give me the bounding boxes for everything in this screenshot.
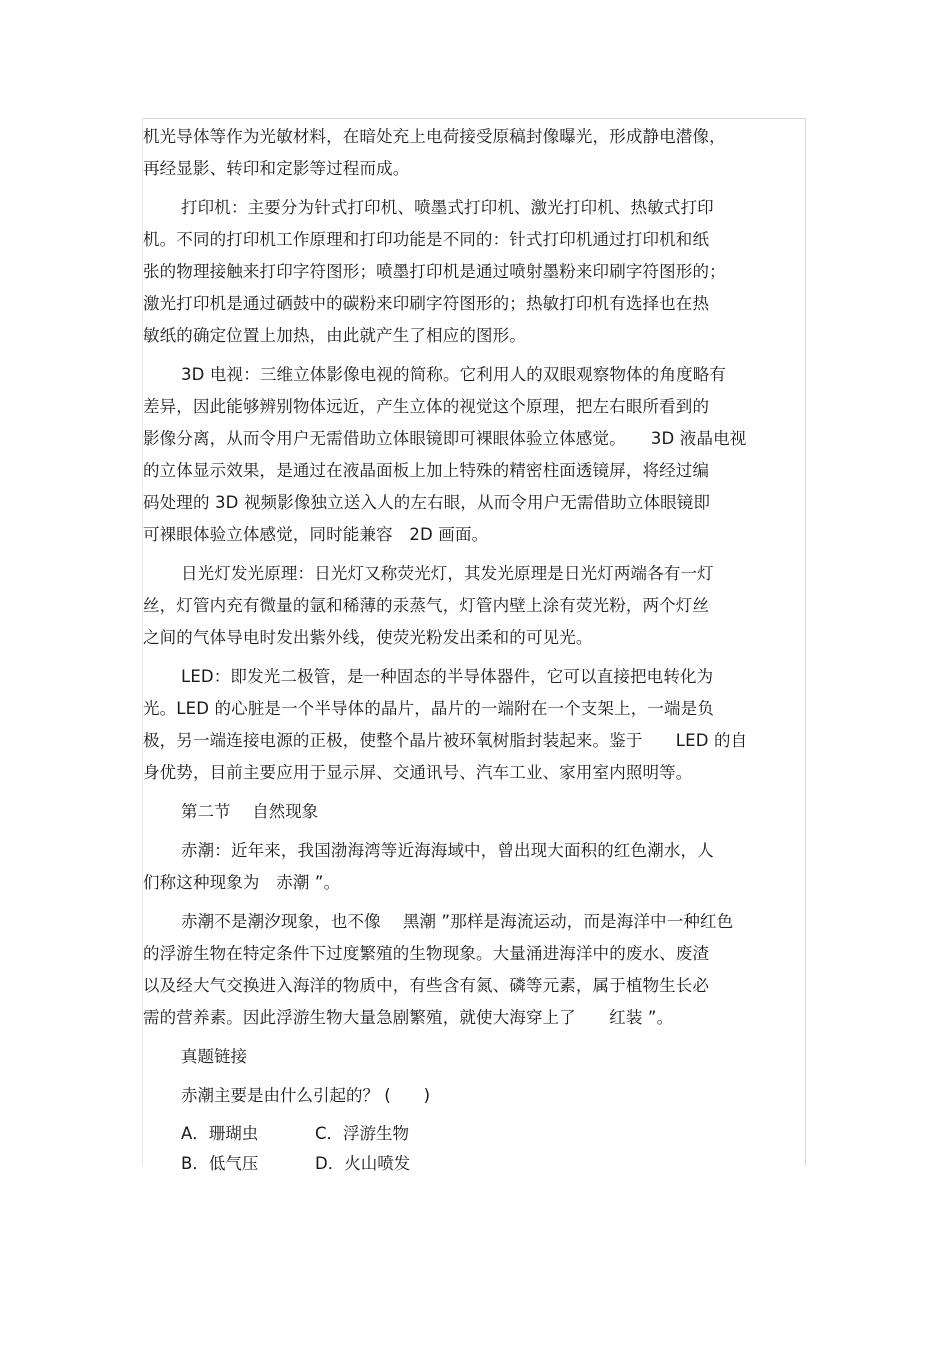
link-heading: 真题链接: [181, 1047, 247, 1066]
option-b: B．低气压: [181, 1154, 259, 1173]
text-line: 3D 电视：三维立体影像电视的简称。它利用人的双眼观察物体的角度略有: [181, 365, 727, 384]
text-line: 日光灯发光原理：日光灯又称荧光灯，其发光原理是日光灯两端各有一灯: [181, 564, 714, 583]
text-line: 身优势，目前主要应用于显示屏、交通讯号、汽车工业、家用室内照明等。: [143, 763, 693, 782]
text-line: 机光导体等作为光敏材料，在暗处充上电荷接受原稿封像曝光，形成静电潜像，: [143, 127, 726, 146]
text-line: 敏纸的确定位置上加热，由此就产生了相应的图形。: [143, 326, 526, 345]
text-line: 激光打印机是通过硒鼓中的碳粉来印刷字符图形的；热敏打印机有选择也在热: [143, 294, 710, 313]
text-line: 们称这种现象为 赤潮 ”。: [143, 873, 341, 892]
text-line: LED：即发光二极管，是一种固态的半导体器件，它可以直接把电转化为: [181, 667, 714, 686]
option-a: A．珊瑚虫: [181, 1124, 259, 1143]
text-line: 的浮游生物在特定条件下过度繁殖的生物现象。大量涌进海洋中的废水、废渣: [143, 944, 710, 963]
text-line: 打印机：主要分为针式打印机、喷墨式打印机、激光打印机、热敏式打印: [181, 198, 714, 217]
text-line: 之间的气体导电时发出紫外线，使荧光粉发出柔和的可见光。: [143, 628, 593, 647]
text-line: 需的营养素。因此浮游生物大量急剧繁殖，就使大海穿上了 红装 ”。: [143, 1008, 674, 1027]
text-line: 以及经大气交换进入海洋的物质中，有些含有氮、磷等元素，属于植物生长必: [143, 976, 710, 995]
text-line: 张的物理接触来打印字符图形；喷墨打印机是通过喷射墨粉来印刷字符图形的；: [143, 262, 726, 281]
text-line: 影像分离，从而令用户无需借助立体眼镜即可裸眼体验立体感觉。 3D 液晶电视: [143, 429, 747, 448]
text-line: 丝，灯管内充有微量的氩和稀薄的汞蒸气，灯管内壁上涂有荧光粉，两个灯丝: [143, 596, 710, 615]
text-line: 再经显影、转印和定影等过程而成。: [143, 159, 410, 178]
paragraph-copier: [143, 121, 805, 185]
paragraph-3d-tv: [143, 359, 805, 551]
paragraph-red-tide-detail: [143, 906, 805, 1034]
paragraph-led: [143, 661, 805, 789]
text-line: 赤潮：近年来，我国渤海湾等近海海域中，曾出现大面积的红色潮水，人: [181, 841, 714, 860]
text-line: 光。LED 的心脏是一个半导体的晶片，晶片的一端附在一个支架上，一端是负: [143, 699, 714, 718]
paragraph-fluorescent-lamp: [143, 558, 805, 654]
text-line: 码处理的 3D 视频影像独立送入人的左右眼，从而令用户无需借助立体眼镜即: [143, 493, 711, 512]
text-line: 差异，因此能够辨别物体远近，产生立体的视觉这个原理，把左右眼所看到的: [143, 397, 710, 416]
answer-options: [143, 1119, 805, 1179]
question-text: 赤潮主要是由什么引起的？ ( ): [181, 1086, 431, 1105]
options-row: [181, 1149, 805, 1179]
paragraph-printer: [143, 192, 805, 352]
text-line: 极，另一端连接电源的正极，使整个晶片被环氧树脂封装起来。鉴于 LED 的自: [143, 731, 748, 750]
options-row: [181, 1119, 805, 1149]
option-c: C．浮游生物: [315, 1124, 410, 1143]
text-line: 机。不同的打印机工作原理和打印功能是不同的：针式打印机通过打印机和纸: [143, 230, 710, 249]
paragraph-red-tide-intro: [143, 835, 805, 899]
text-line: 赤潮不是潮汐现象，也不像 黑潮 ”那样是海流运动，而是海洋中一种红色: [181, 912, 734, 931]
section-title: 第二节 自然现象: [181, 802, 319, 821]
text-line: 可裸眼体验立体感觉，同时能兼容 2D 画面。: [143, 525, 489, 544]
text-line: 的立体显示效果，是通过在液晶面板上加上特殊的精密柱面透镜屏，将经过编: [143, 461, 710, 480]
option-d: D．火山喷发: [315, 1154, 411, 1173]
document-body: [143, 121, 805, 1179]
